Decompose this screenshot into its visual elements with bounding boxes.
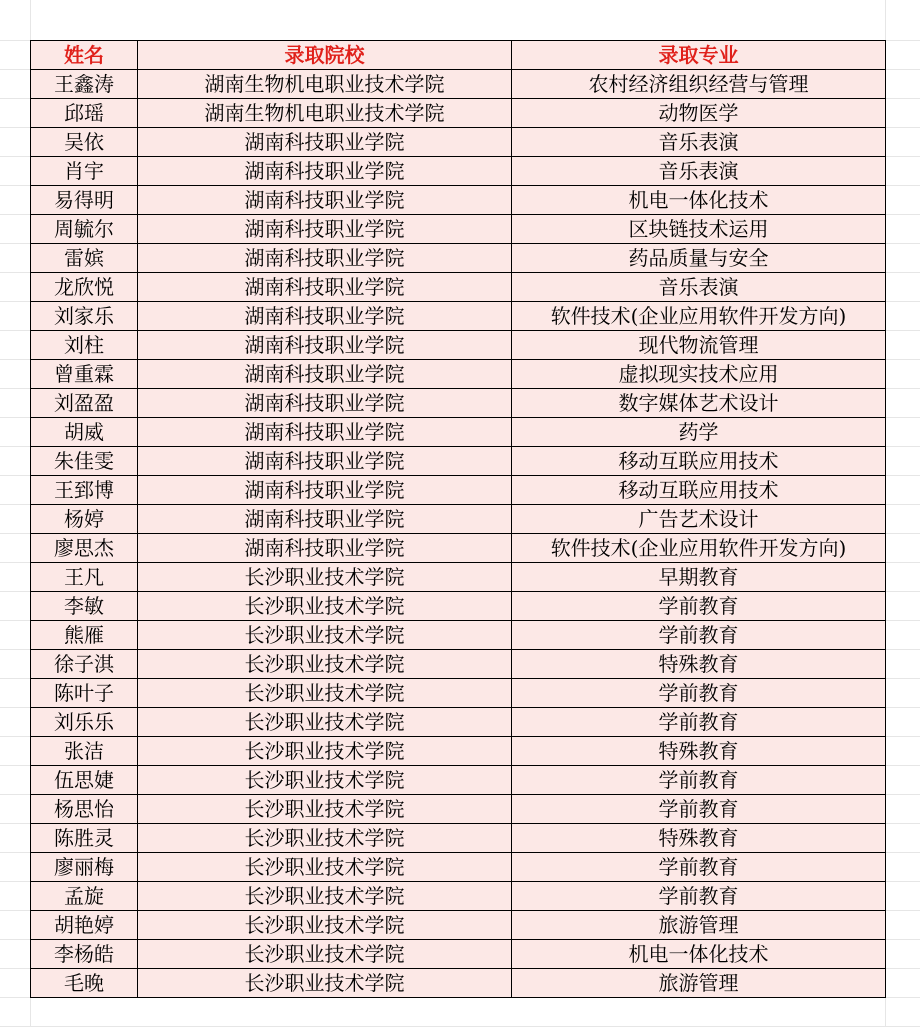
major-cell[interactable]: 软件技术(企业应用软件开发方向) — [512, 534, 886, 563]
name-cell[interactable]: 朱佳雯 — [31, 447, 138, 476]
major-cell[interactable]: 旅游管理 — [512, 911, 886, 940]
name-cell[interactable]: 刘乐乐 — [31, 708, 138, 737]
name-cell[interactable]: 杨思怡 — [31, 795, 138, 824]
name-cell[interactable]: 刘柱 — [31, 331, 138, 360]
table-row — [31, 882, 886, 911]
name-cell[interactable]: 陈胜灵 — [31, 824, 138, 853]
major-cell[interactable]: 农村经济组织经营与管理 — [512, 70, 886, 99]
college-cell[interactable]: 湖南生物机电职业技术学院 — [138, 99, 512, 128]
table-row — [31, 911, 886, 940]
college-cell[interactable]: 湖南科技职业学院 — [138, 273, 512, 302]
college-cell[interactable]: 长沙职业技术学院 — [138, 766, 512, 795]
major-cell[interactable]: 药学 — [512, 418, 886, 447]
major-cell[interactable]: 学前教育 — [512, 708, 886, 737]
name-cell[interactable]: 邱瑶 — [31, 99, 138, 128]
table-row — [31, 70, 886, 99]
college-cell[interactable]: 长沙职业技术学院 — [138, 621, 512, 650]
name-cell[interactable]: 刘盈盈 — [31, 389, 138, 418]
major-cell[interactable]: 机电一体化技术 — [512, 940, 886, 969]
table-row — [31, 476, 886, 505]
name-cell[interactable]: 徐子淇 — [31, 650, 138, 679]
college-cell[interactable]: 湖南科技职业学院 — [138, 505, 512, 534]
name-cell[interactable]: 曾重霖 — [31, 360, 138, 389]
admission-table — [30, 40, 886, 998]
name-cell[interactable]: 伍思婕 — [31, 766, 138, 795]
major-cell[interactable]: 学前教育 — [512, 679, 886, 708]
college-cell[interactable]: 长沙职业技术学院 — [138, 969, 512, 998]
header-major-cell[interactable]: 录取专业 — [512, 41, 886, 70]
table-row — [31, 940, 886, 969]
major-cell[interactable]: 音乐表演 — [512, 128, 886, 157]
major-cell[interactable]: 移动互联应用技术 — [512, 447, 886, 476]
name-cell[interactable]: 李杨皓 — [31, 940, 138, 969]
name-cell[interactable]: 张洁 — [31, 737, 138, 766]
name-cell[interactable]: 杨婷 — [31, 505, 138, 534]
college-cell[interactable]: 湖南科技职业学院 — [138, 302, 512, 331]
major-cell[interactable]: 软件技术(企业应用软件开发方向) — [512, 302, 886, 331]
major-cell[interactable]: 学前教育 — [512, 795, 886, 824]
major-cell[interactable]: 虚拟现实技术应用 — [512, 360, 886, 389]
name-cell[interactable]: 吴依 — [31, 128, 138, 157]
table-row — [31, 302, 886, 331]
major-cell[interactable]: 动物医学 — [512, 99, 886, 128]
name-cell[interactable]: 胡威 — [31, 418, 138, 447]
table-row — [31, 592, 886, 621]
table-row — [31, 679, 886, 708]
major-cell[interactable]: 现代物流管理 — [512, 331, 886, 360]
college-cell[interactable]: 湖南科技职业学院 — [138, 360, 512, 389]
name-cell[interactable]: 周毓尔 — [31, 215, 138, 244]
name-cell[interactable]: 熊雁 — [31, 621, 138, 650]
table-row — [31, 186, 886, 215]
college-cell[interactable]: 长沙职业技术学院 — [138, 911, 512, 940]
table-row — [31, 505, 886, 534]
major-cell[interactable]: 特殊教育 — [512, 650, 886, 679]
college-cell[interactable]: 长沙职业技术学院 — [138, 679, 512, 708]
college-cell[interactable]: 长沙职业技术学院 — [138, 853, 512, 882]
table-row — [31, 969, 886, 998]
major-cell[interactable]: 特殊教育 — [512, 824, 886, 853]
major-cell[interactable]: 学前教育 — [512, 882, 886, 911]
college-cell[interactable]: 湖南科技职业学院 — [138, 331, 512, 360]
table-row — [31, 737, 886, 766]
table-row — [31, 650, 886, 679]
name-cell[interactable]: 王凡 — [31, 563, 138, 592]
major-cell[interactable]: 学前教育 — [512, 592, 886, 621]
name-cell[interactable]: 龙欣悦 — [31, 273, 138, 302]
college-cell[interactable]: 湖南科技职业学院 — [138, 534, 512, 563]
college-cell[interactable]: 湖南科技职业学院 — [138, 447, 512, 476]
table-row — [31, 563, 886, 592]
major-cell[interactable]: 音乐表演 — [512, 157, 886, 186]
college-cell[interactable]: 湖南科技职业学院 — [138, 128, 512, 157]
table-row — [31, 621, 886, 650]
name-cell[interactable]: 雷嫔 — [31, 244, 138, 273]
name-cell[interactable]: 易得明 — [31, 186, 138, 215]
major-cell[interactable]: 旅游管理 — [512, 969, 886, 998]
college-cell[interactable]: 湖南科技职业学院 — [138, 418, 512, 447]
name-cell[interactable]: 胡艳婷 — [31, 911, 138, 940]
table-row — [31, 215, 886, 244]
major-cell[interactable]: 数字媒体艺术设计 — [512, 389, 886, 418]
college-cell[interactable]: 湖南生物机电职业技术学院 — [138, 70, 512, 99]
college-cell[interactable]: 湖南科技职业学院 — [138, 476, 512, 505]
name-cell[interactable]: 刘家乐 — [31, 302, 138, 331]
major-cell[interactable]: 药品质量与安全 — [512, 244, 886, 273]
college-cell[interactable]: 长沙职业技术学院 — [138, 708, 512, 737]
major-cell[interactable]: 广告艺术设计 — [512, 505, 886, 534]
name-cell[interactable]: 李敏 — [31, 592, 138, 621]
name-cell[interactable]: 肖宇 — [31, 157, 138, 186]
table-row — [31, 534, 886, 563]
name-cell[interactable]: 孟旋 — [31, 882, 138, 911]
table-row — [31, 273, 886, 302]
major-cell[interactable]: 音乐表演 — [512, 273, 886, 302]
table-row — [31, 331, 886, 360]
header-name-cell[interactable]: 姓名 — [31, 41, 138, 70]
table-row — [31, 360, 886, 389]
name-cell[interactable]: 毛晚 — [31, 969, 138, 998]
table-row — [31, 157, 886, 186]
college-cell[interactable]: 湖南科技职业学院 — [138, 215, 512, 244]
college-cell[interactable]: 湖南科技职业学院 — [138, 244, 512, 273]
name-cell[interactable]: 廖思杰 — [31, 534, 138, 563]
table-row — [31, 244, 886, 273]
table-row — [31, 447, 886, 476]
name-cell[interactable]: 王郅博 — [31, 476, 138, 505]
header-row — [31, 41, 886, 70]
college-cell[interactable]: 湖南科技职业学院 — [138, 157, 512, 186]
table-row — [31, 99, 886, 128]
table-row — [31, 418, 886, 447]
college-cell[interactable]: 长沙职业技术学院 — [138, 650, 512, 679]
major-cell[interactable]: 特殊教育 — [512, 737, 886, 766]
table-row — [31, 766, 886, 795]
college-cell[interactable]: 长沙职业技术学院 — [138, 563, 512, 592]
header-college-cell[interactable]: 录取院校 — [138, 41, 512, 70]
table-row — [31, 853, 886, 882]
major-cell[interactable]: 学前教育 — [512, 766, 886, 795]
name-cell[interactable]: 廖丽梅 — [31, 853, 138, 882]
name-cell[interactable]: 王鑫涛 — [31, 70, 138, 99]
college-cell[interactable]: 长沙职业技术学院 — [138, 737, 512, 766]
college-cell[interactable]: 长沙职业技术学院 — [138, 882, 512, 911]
college-cell[interactable]: 湖南科技职业学院 — [138, 389, 512, 418]
name-cell[interactable]: 陈叶子 — [31, 679, 138, 708]
table-row — [31, 708, 886, 737]
major-cell[interactable]: 学前教育 — [512, 621, 886, 650]
major-cell[interactable]: 机电一体化技术 — [512, 186, 886, 215]
major-cell[interactable]: 移动互联应用技术 — [512, 476, 886, 505]
major-cell[interactable]: 学前教育 — [512, 853, 886, 882]
college-cell[interactable]: 长沙职业技术学院 — [138, 592, 512, 621]
college-cell[interactable]: 长沙职业技术学院 — [138, 795, 512, 824]
table-row — [31, 824, 886, 853]
table-row — [31, 389, 886, 418]
table-row — [31, 795, 886, 824]
college-cell[interactable]: 长沙职业技术学院 — [138, 824, 512, 853]
table-row — [31, 128, 886, 157]
major-cell[interactable]: 早期教育 — [512, 563, 886, 592]
college-cell[interactable]: 湖南科技职业学院 — [138, 186, 512, 215]
college-cell[interactable]: 长沙职业技术学院 — [138, 940, 512, 969]
major-cell[interactable]: 区块链技术运用 — [512, 215, 886, 244]
